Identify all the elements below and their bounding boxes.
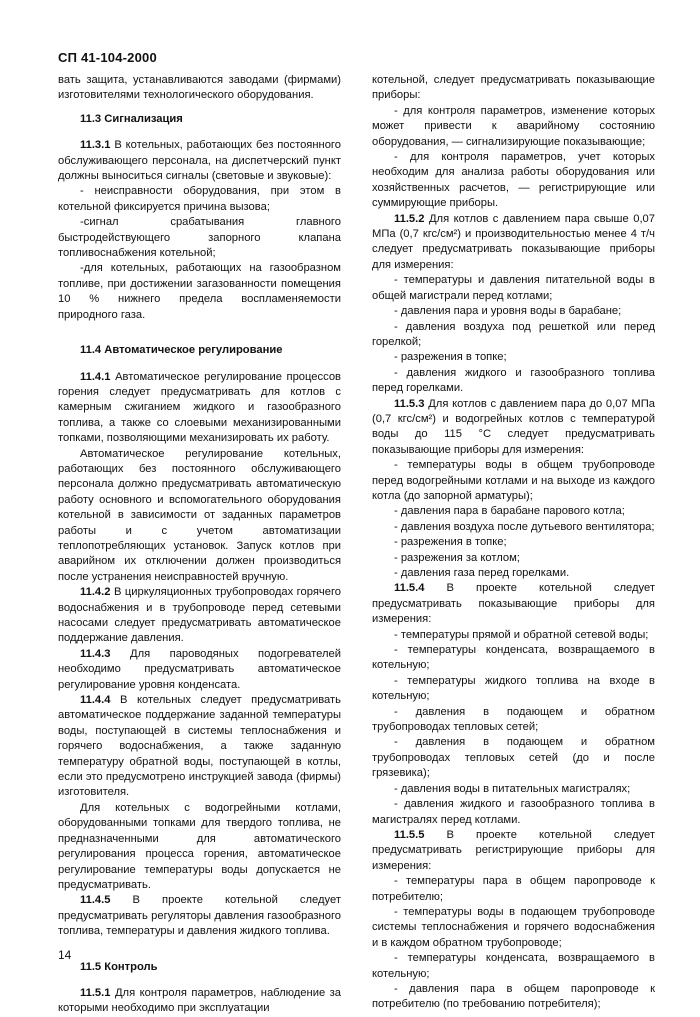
paragraph-text: - температуры и давления питательной воды в общей магистрали перед котлами; bbox=[372, 274, 655, 302]
paragraph-text: -сигнал срабатывания главного быстродействующего запорного клапана топливоснабжения котельной; bbox=[58, 216, 341, 260]
paragraph bbox=[372, 366, 655, 397]
paragraph-text: - температуры воды в общем трубопроводе перед водогрейными котлами и на выходе из каждого котла (до запорной арматуры); bbox=[372, 459, 655, 502]
paragraph bbox=[372, 304, 655, 319]
paragraph-text: - давления в подающем и обратном трубопроводах тепловых сетей (до и после грязевика); bbox=[372, 736, 655, 780]
paragraph-text: Автоматическое регулирование процессов горения следует предусматривать для котлов с камерным сжиганием жидкого и газообразного топлива, а также со слоевыми механизированными топками, позволяющими механизировать их работу. bbox=[58, 370, 341, 445]
paragraph bbox=[372, 797, 655, 828]
paragraph-text: - температуры воды в подающем трубопроводе системы теплоснабжения и горячего водоснабжения и в каждом обратном трубопроводе; bbox=[372, 905, 655, 949]
paragraph-text: - температуры жидкого топлива на входе в котельную; bbox=[372, 674, 655, 703]
paragraph-text: Для котельных с водогрейными котлами, оборудованными топками для твердого топлива, не предназначенными для автоматического регулирования процесса горения, автоматическое регулирование температуры воды допускается не предусматривать. bbox=[58, 801, 341, 891]
clause-number: 11.4.3 bbox=[80, 647, 111, 660]
clause-number: 11.4.2 bbox=[80, 586, 111, 599]
paragraph bbox=[58, 585, 341, 647]
paragraph bbox=[372, 458, 655, 504]
paragraph-text: - давления жидкого и газообразного топлива перед горелками. bbox=[372, 366, 655, 395]
paragraph bbox=[58, 370, 341, 447]
paragraph-text: - температуры пара в общем паропроводе к потребителю; bbox=[372, 875, 655, 903]
paragraph bbox=[372, 104, 655, 150]
paragraph bbox=[372, 273, 655, 304]
paragraph-text: - для контроля параметров, изменение которых может привести к аварийному состоянию оборудования, — сигнализирующие показывающие; bbox=[372, 104, 655, 148]
paragraph bbox=[372, 982, 655, 1013]
paragraph bbox=[372, 643, 655, 674]
paragraph-text: - давления пара и уровня воды в барабане; bbox=[394, 305, 622, 318]
paragraph-text: В проекте котельной следует предусматривать показывающие приборы для измерения: bbox=[372, 582, 655, 626]
paragraph bbox=[372, 581, 655, 627]
clause-number: 11.5.1 bbox=[80, 986, 111, 999]
paragraph-text: Для котлов с давлением пара свыше 0,07 МПа (0,7 кгс/см²) и производительностью менее 4 т/ч следует предусматривать показывающие приборы для измерения: bbox=[372, 212, 655, 271]
paragraph-text: - разрежения в топке; bbox=[394, 536, 507, 549]
paragraph bbox=[58, 801, 341, 893]
paragraph bbox=[372, 150, 655, 212]
paragraph-text: В котельных следует предусматривать автоматическое поддержание заданной температуры воды, поступающей в системы теплоснабжения и горячего водоснабжения, а также заданную температуру обратной воды, поступающей в котлы, если это предусмотрено инструкцией завода (фирмы) изготовителя. bbox=[58, 694, 341, 799]
paragraph-text: В проекте котельной следует предусматривать регистрирующие приборы для измерения: bbox=[372, 828, 655, 872]
clause-number: 11.3.1 bbox=[80, 139, 111, 152]
paragraph bbox=[372, 350, 655, 365]
paragraph-text: вать защита, устанавливаются заводами (фирмами) изготовителями технологического оборудования. bbox=[58, 74, 341, 102]
paragraph bbox=[58, 986, 341, 1017]
section-heading: 11.5 Контроль bbox=[80, 960, 158, 973]
paragraph-text: В проекте котельной следует предусматривать регуляторы давления газообразного топлива, температуры и давления жидкого топлива. bbox=[58, 894, 341, 938]
paragraph bbox=[372, 535, 655, 550]
paragraph bbox=[58, 184, 341, 215]
paragraph bbox=[372, 566, 655, 581]
paragraph-text: - разрежения в топке; bbox=[394, 351, 507, 364]
paragraph bbox=[372, 504, 655, 519]
paragraph-text: - разрежения за котлом; bbox=[394, 551, 520, 564]
clause-number: 11.4.4 bbox=[80, 694, 111, 707]
paragraph bbox=[58, 693, 341, 801]
paragraph bbox=[58, 893, 341, 939]
clause-number: 11.5.5 bbox=[394, 828, 425, 841]
paragraph-text: котельной, следует предусматривать показывающие приборы: bbox=[372, 74, 655, 102]
paragraph-text: - давления газа перед горелками. bbox=[394, 567, 570, 579]
paragraph bbox=[58, 215, 341, 261]
paragraph-text: В циркуляционных трубопроводах горячего водоснабжения и в трубопроводе перед сетевыми насосами следует предусматривать автоматическое поддержание давления. bbox=[58, 586, 341, 645]
paragraph-text: - неисправности оборудования, при этом в котельной фиксируется причина вызова; bbox=[58, 185, 341, 213]
paragraph-text: В котельных, работающих без постоянного обслуживающего персонала, на диспетчерский пункт должны выноситься сигналы (световые и звуковые): bbox=[58, 139, 341, 183]
clause-number: 11.4.1 bbox=[80, 370, 111, 383]
paragraph-text: - температуры конденсата, возвращаемого в котельную; bbox=[372, 644, 655, 672]
clause-number: 11.5.4 bbox=[394, 582, 425, 595]
paragraph-text: -для котельных, работающих на газообразном топливе, при достижении загазованности помещения 10 % нижнего предела воспламеняемости природного газа. bbox=[58, 262, 341, 321]
document-code: СП 41-104-2000 bbox=[58, 50, 157, 65]
paragraph bbox=[372, 674, 655, 705]
paragraph-text: - давления пара в барабане парового котла; bbox=[394, 505, 625, 518]
clause-number: 11.5.3 bbox=[394, 397, 425, 410]
paragraph bbox=[58, 447, 341, 586]
clause-number: 11.5.2 bbox=[394, 212, 425, 225]
paragraph bbox=[58, 138, 341, 184]
paragraph bbox=[372, 782, 655, 797]
paragraph bbox=[372, 874, 655, 905]
paragraph-text: Для контроля параметров, наблюдение за которыми необходимо при эксплуатации bbox=[58, 986, 341, 1015]
right-column bbox=[372, 73, 655, 1013]
paragraph bbox=[372, 397, 655, 459]
paragraph bbox=[372, 320, 655, 351]
paragraph-text: Для пароводяных подогревателей необходимо предусматривать автоматическое регулирование уровня конденсата. bbox=[58, 647, 341, 691]
paragraph-text: - давления воздуха после дутьевого вентилятора; bbox=[394, 520, 655, 533]
paragraph-text: - температуры прямой и обратной сетевой воды; bbox=[394, 628, 649, 641]
paragraph bbox=[372, 735, 655, 781]
paragraph-text: Для котлов с давлением пара до 0,07 МПа (0,7 кгс/см²) и водогрейных котлов с температурой воды до 115 °С следует предусматривать показывающие приборы для измерения: bbox=[372, 397, 655, 456]
paragraph bbox=[372, 551, 655, 566]
paragraph bbox=[372, 705, 655, 736]
continued-paragraph bbox=[58, 73, 341, 104]
paragraph bbox=[58, 261, 341, 323]
paragraph bbox=[372, 212, 655, 274]
paragraph-text: - давления воздуха под решеткой или перед горелкой; bbox=[372, 320, 655, 348]
continued-paragraph bbox=[372, 73, 655, 104]
paragraph bbox=[58, 647, 341, 693]
paragraph bbox=[372, 828, 655, 874]
paragraph-text: - температуры конденсата, возвращаемого в котельную; bbox=[372, 952, 655, 980]
paragraph bbox=[372, 520, 655, 535]
paragraph bbox=[372, 628, 655, 643]
paragraph-text: - давления воды в питательных магистралях; bbox=[394, 782, 631, 795]
paragraph bbox=[372, 905, 655, 951]
page-number: 14 bbox=[58, 948, 72, 962]
left-column bbox=[58, 73, 341, 1017]
paragraph-text: - давления пара в общем паропроводе к потребителю (по требованию потребителя); bbox=[372, 982, 655, 1011]
paragraph bbox=[372, 951, 655, 982]
section-heading: 11.3 Сигнализация bbox=[80, 112, 183, 125]
paragraph-text: - давления жидкого и газообразного топлива в магистралях перед котлами. bbox=[372, 798, 655, 826]
section-heading: 11.4 Автоматическое регулирование bbox=[80, 344, 283, 357]
paragraph-text: - для контроля параметров, учет которых необходим для анализа работы оборудования или хозяйственных расчетов, — регистрирующие или суммирующие приборы. bbox=[372, 151, 655, 210]
paragraph-text: - давления в подающем и обратном трубопроводах тепловых сетей; bbox=[372, 705, 655, 734]
paragraph-text: Автоматическое регулирование котельных, работающих без постоянного обслуживающего персонала должно предусматривать автоматическую работу основного и вспомогательного оборудования котельной в зависимости от заданных параметров работы и с учетом автоматизации теплопотребляющих установок. Запуск котлов при аварийном их отключении должен производиться после устранения неисправностей вручную. bbox=[58, 447, 341, 583]
clause-number: 11.4.5 bbox=[80, 894, 111, 907]
